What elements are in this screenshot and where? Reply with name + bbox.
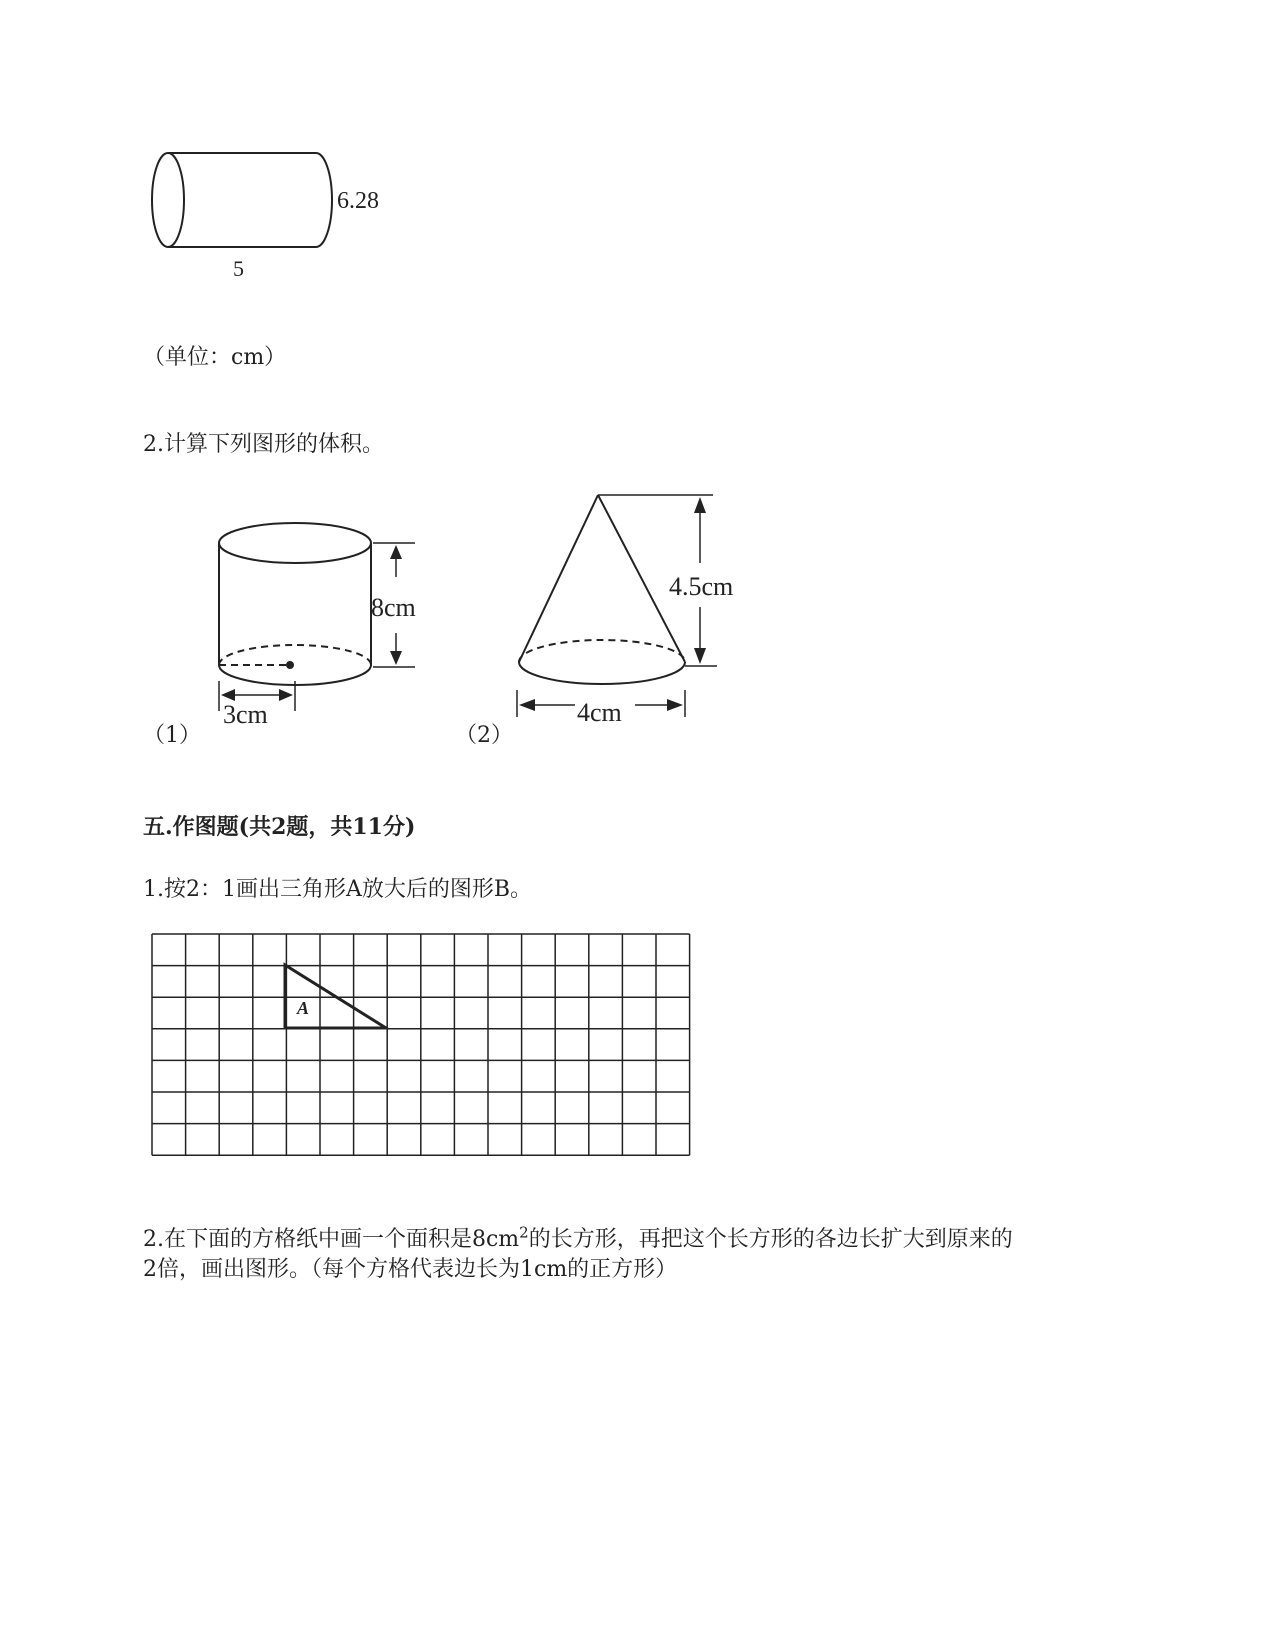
- figure-cone: [505, 485, 765, 730]
- square-grid: [150, 932, 692, 1160]
- figure-upright-cylinder: [205, 515, 435, 730]
- figure-label-2: （2）: [455, 723, 513, 748]
- cylinder-top-ellipse: [219, 523, 371, 563]
- cylinder-height-label: 6.28: [337, 188, 379, 214]
- section5-q2-line1: [143, 1222, 1013, 1253]
- cone-base-front: [519, 662, 685, 684]
- section5-heading: 五.作图题(共2题，共11分): [143, 814, 416, 840]
- figure-horizontal-cylinder: [140, 140, 410, 290]
- unit-note: （单位：cm）: [143, 345, 287, 370]
- section5-q1-text: 1.按2：1画出三角形A放大后的图形B。: [143, 877, 533, 902]
- section5-q2-line2: 2倍，画出图形。（每个方格代表边长为1cm的正方形）: [143, 1257, 678, 1282]
- cylinder-center-dot: [286, 661, 294, 669]
- cylinder-left-face: [152, 153, 184, 247]
- cylinder-height-label: 8cm: [371, 593, 416, 622]
- section5-q2-text-before: 2.在下面的方格纸中画一个面积是8cm: [143, 1227, 520, 1252]
- figure-label-1: （1）: [143, 723, 201, 748]
- cylinder-right-arc: [316, 153, 332, 247]
- q2-title: 2.计算下列图形的体积。: [143, 432, 384, 457]
- cone-height-label: 4.5cm: [669, 572, 734, 601]
- cone-diameter-label: 4cm: [577, 698, 622, 727]
- cone-left-side: [519, 495, 598, 662]
- cylinder-bottom-back: [219, 645, 371, 665]
- cone-base-back: [519, 640, 685, 662]
- section5-q2-superscript: 2: [519, 1223, 529, 1242]
- cylinder-radius-label: 3cm: [223, 700, 268, 729]
- section5-q2-text-after: 的长方形，再把这个长方形的各边长扩大到原来的: [528, 1227, 1013, 1252]
- triangle-a-label: A: [297, 998, 310, 1018]
- cylinder-length-label: 5: [233, 256, 244, 281]
